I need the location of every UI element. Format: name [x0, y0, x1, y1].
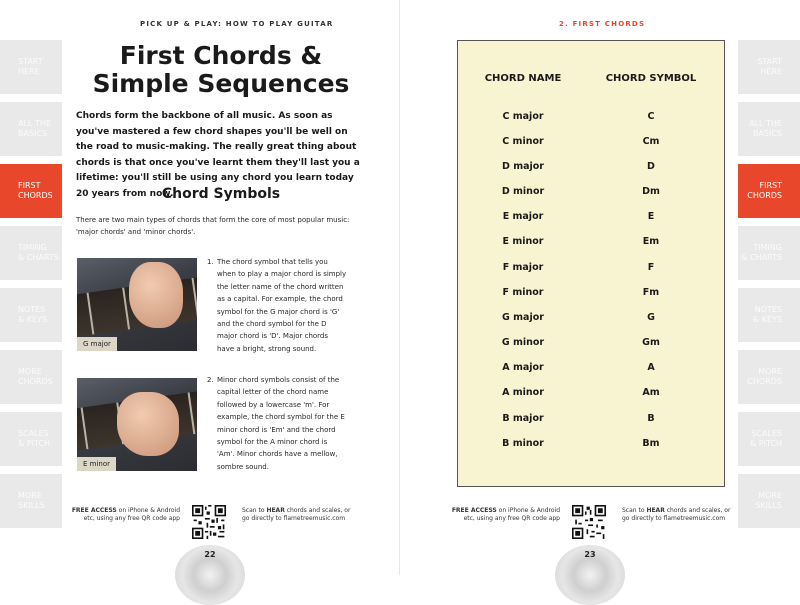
tab-start-here[interactable]	[738, 40, 800, 94]
tab-label-line1: FIRST	[759, 181, 782, 190]
chord-symbol-cell: Dm	[642, 186, 660, 197]
chord-photo-g-major	[77, 258, 197, 351]
chord-symbol-cell: Cm	[642, 136, 660, 147]
free-access-label: FREE ACCESS	[451, 507, 497, 514]
scan-text-line2: go directly to flametreemusic.com	[242, 515, 346, 522]
scan-bold: HEAR	[646, 507, 665, 514]
tab-label-line1: SCALES	[751, 429, 782, 438]
free-access-note	[70, 507, 180, 523]
tab-label-line2: & PITCH	[750, 439, 782, 448]
page-number	[175, 545, 245, 605]
page-number-text: 22	[204, 550, 216, 559]
chord-name-cell: A minor	[502, 387, 544, 398]
step-number: 1.	[207, 258, 214, 266]
chord-name-cell: G major	[502, 312, 544, 323]
chord-symbol-cell: Em	[642, 236, 660, 247]
tab-label-line1: MORE	[18, 367, 42, 376]
left-page	[0, 0, 400, 575]
chord-symbol-cell: C	[647, 111, 655, 122]
scan-text-line2: go directly to flametreemusic.com	[622, 515, 726, 522]
scan-text: chords and scales, or	[284, 507, 351, 514]
chord-name-cell: B minor	[502, 438, 544, 449]
tab-scales-pitch[interactable]	[738, 412, 800, 466]
tab-first-chords[interactable]	[738, 164, 800, 218]
right-page	[400, 0, 800, 575]
qr-code-icon[interactable]	[192, 505, 226, 539]
tab-notes-keys[interactable]	[738, 288, 800, 342]
tab-timing-charts[interactable]	[738, 226, 800, 280]
tab-label-line1: NOTES	[754, 305, 782, 314]
tab-label-line1: SCALES	[18, 429, 49, 438]
tab-label-line1: MORE	[758, 367, 782, 376]
chord-name-cell: F major	[502, 262, 544, 273]
tab-label-line2: SKILLS	[18, 501, 45, 510]
tab-label-line2: & CHARTS	[18, 253, 59, 262]
chord-symbol-cell: Gm	[642, 337, 660, 348]
page-title	[76, 42, 366, 98]
tab-label-line2: CHORDS	[747, 191, 782, 200]
chord-table	[457, 40, 725, 487]
tab-label-line2: HERE	[760, 67, 782, 76]
tab-more-chords[interactable]	[0, 350, 62, 404]
free-access-note	[450, 507, 560, 523]
tab-label-line2: & KEYS	[18, 315, 48, 324]
chord-name-cell: D minor	[501, 186, 545, 197]
tab-label-line2: CHORDS	[18, 191, 53, 200]
chord-name-cell: D major	[502, 161, 544, 172]
hand-graphic	[117, 392, 179, 456]
scan-text: Scan to	[622, 507, 647, 514]
tab-label-line2: CHORDS	[18, 377, 53, 386]
tab-label-line2: BASICS	[752, 129, 782, 138]
running-head: PICK UP & PLAY: HOW TO PLAY GUITAR	[140, 20, 334, 28]
chord-symbol-cell: G	[647, 312, 655, 323]
column-header-chord-symbol: CHORD SYMBOL	[605, 73, 697, 84]
free-access-label: FREE ACCESS	[71, 507, 117, 514]
tab-label-line2: & CHARTS	[741, 253, 782, 262]
step-text: The chord symbol that tells you when to play a major chord is simply the letter name of the chord written as a capital. For example, the chord symbol for the G major chord is 'G' and the chord symbol for the D major chord is 'D'. Major chords have a bright, strong sound.	[217, 258, 347, 353]
scan-text: chords and scales, or	[664, 507, 731, 514]
tab-notes-keys[interactable]	[0, 288, 62, 342]
free-access-text: on iPhone & Android	[116, 507, 180, 514]
tab-label-line1: MORE	[758, 491, 782, 500]
running-head: 2. FIRST CHORDS	[559, 20, 646, 28]
free-access-text: on iPhone & Android	[496, 507, 560, 514]
tab-label-line1: MORE	[18, 491, 42, 500]
tab-label-line1: START	[757, 57, 782, 66]
scan-note	[622, 507, 732, 523]
intro-paragraph: Chords form the backbone of all music. As soon as you've mastered a few chord shapes you'll be well on the road to music-making. The really great thing about chords is that once you've learnt them they'll last you a lifetime: you'll still be using any chord you learn today 20 years from now.	[76, 111, 360, 199]
chord-symbol-cell: Fm	[642, 287, 660, 298]
tab-scales-pitch[interactable]	[0, 412, 62, 466]
chord-name-cell: F minor	[502, 287, 544, 298]
tab-label-line1: ALL THE	[749, 119, 782, 128]
tab-more-chords[interactable]	[738, 350, 800, 404]
chord-name-cell: G minor	[501, 337, 545, 348]
column-header-chord-name: CHORD NAME	[484, 73, 562, 84]
page-title-line2: Simple Sequences	[92, 69, 350, 98]
tab-more-skills[interactable]	[738, 474, 800, 528]
chord-symbol-cell: F	[647, 262, 655, 273]
page-number-text: 23	[584, 550, 596, 559]
tab-label-line1: TIMING	[753, 243, 782, 252]
tab-timing-charts[interactable]	[0, 226, 62, 280]
chord-name-cell: C major	[502, 111, 544, 122]
body-paragraph: There are two main types of chords that form the core of most popular music: 'major chords' and 'minor chords'.	[76, 216, 350, 237]
step-item	[207, 374, 347, 473]
chord-name-cell: C minor	[502, 136, 544, 147]
tab-label-line1: NOTES	[18, 305, 46, 314]
free-access-text-line2: etc, using any free QR code app	[463, 515, 560, 522]
chord-symbol-cell: B	[647, 413, 655, 424]
tab-more-skills[interactable]	[0, 474, 62, 528]
scan-note	[242, 507, 352, 523]
photo-caption: G major	[77, 337, 117, 351]
photo-caption: E minor	[77, 457, 116, 471]
section-heading: Chord Symbols	[161, 186, 281, 202]
tab-label-line1: ALL THE	[18, 119, 51, 128]
scan-text: Scan to	[242, 507, 267, 514]
tab-label-line1: START	[18, 57, 43, 66]
tab-all-the-basics[interactable]	[0, 102, 62, 156]
tab-label-line2: & PITCH	[18, 439, 50, 448]
chord-symbol-cell: Bm	[642, 438, 660, 449]
page-number	[555, 545, 625, 605]
step-text: Minor chord symbols consist of the capital letter of the chord name followed by a lowercase 'm'. For example, the chord symbol for the E minor chord is 'Em' and the chord symbol for the A minor chord is 'Am'. Minor chords have a mellow, sombre sound.	[217, 376, 345, 471]
tab-first-chords[interactable]	[0, 164, 62, 218]
chord-name-cell: E minor	[502, 236, 544, 247]
chord-name-cell: B major	[502, 413, 544, 424]
page-title-line1: First Chords &	[119, 41, 323, 70]
tab-label-line2: SKILLS	[755, 501, 782, 510]
qr-code-icon[interactable]	[572, 505, 606, 539]
chord-symbol-cell: D	[647, 161, 655, 172]
tab-label-line2: & KEYS	[752, 315, 782, 324]
tab-label-line2: CHORDS	[747, 377, 782, 386]
chord-name-cell: E major	[502, 211, 544, 222]
tab-label-line1: TIMING	[18, 243, 47, 252]
tab-start-here[interactable]	[0, 40, 62, 94]
step-item	[207, 256, 347, 355]
tab-label-line2: HERE	[18, 67, 40, 76]
chord-photo-e-minor	[77, 378, 197, 471]
free-access-text-line2: etc, using any free QR code app	[83, 515, 180, 522]
chord-symbol-cell: E	[647, 211, 655, 222]
scan-bold: HEAR	[266, 507, 285, 514]
chord-symbol-cell: Am	[642, 387, 660, 398]
step-number: 2.	[207, 376, 214, 384]
chord-symbol-cell: A	[647, 362, 655, 373]
tab-label-line1: FIRST	[18, 181, 41, 190]
tab-label-line2: BASICS	[18, 129, 48, 138]
chord-name-cell: A major	[502, 362, 544, 373]
tab-all-the-basics[interactable]	[738, 102, 800, 156]
hand-graphic	[129, 262, 183, 328]
